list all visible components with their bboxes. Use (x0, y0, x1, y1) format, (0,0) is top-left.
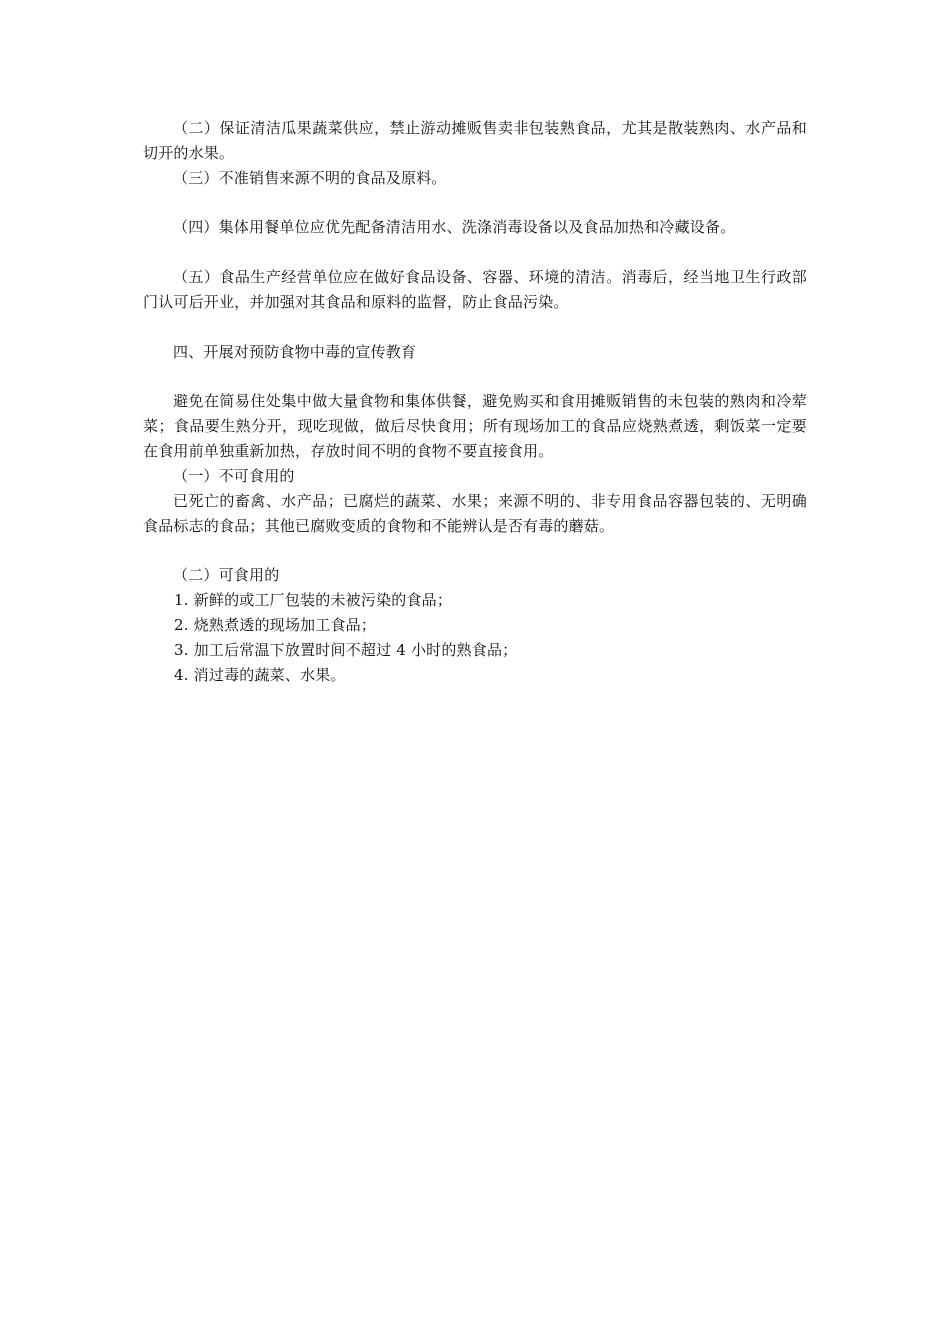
subheading-edible: （二）可食用的 (173, 566, 280, 584)
paragraph-not-edible-items: 已死亡的畜禽、水产品；已腐烂的蔬菜、水果；来源不明的、非专用食品容器包装的、无明确食品标志的食品；其他已腐败变质的食物和不能辨认是否有毒的蘑菇。 (143, 492, 807, 535)
list-item: 2. 烧熟煮透的现场加工食品； (174, 616, 377, 634)
paragraph-cleaning-disinfection: （五）食品生产经营单位应在做好食品设备、容器、环境的清洁。消毒后，经当地卫生行政部门认可后开业，并加强对其食品和原料的监督，防止食品污染。 (143, 268, 807, 311)
list-item: 1. 新鲜的或工厂包装的未被污染的食品； (174, 591, 453, 609)
list-item: 4. 消过毒的蔬菜、水果。 (174, 666, 346, 684)
paragraph-catering-equipment: （四）集体用餐单位应优先配备清洁用水、洗涤消毒设备以及食品加热和冷藏设备。 (173, 218, 736, 236)
list-item: 3. 加工后常温下放置时间不超过 4 小时的熟食品； (174, 641, 518, 659)
section-heading-education: 四、开展对预防食物中毒的宣传教育 (173, 343, 417, 361)
paragraph-food-supply: （二）保证清洁瓜果蔬菜供应，禁止游动摊贩售卖非包装熟食品，尤其是散装熟肉、水产品和切开的水果。 (143, 119, 807, 162)
subheading-not-edible: （一）不可食用的 (173, 467, 295, 485)
paragraph-prevention-advice: 避免在简易住处集中做大量食物和集体供餐，避免购买和食用摊贩销售的未包装的熟肉和冷荤菜；食品要生熟分开，现吃现做，做后尽快食用；所有现场加工的食品应烧熟煮透，剩饭菜一定要在食用前单独重新加热，存放时间不明的食物不要直接食用。 (143, 392, 807, 460)
paragraph-no-unknown-sources: （三）不准销售来源不明的食品及原料。 (173, 169, 447, 187)
